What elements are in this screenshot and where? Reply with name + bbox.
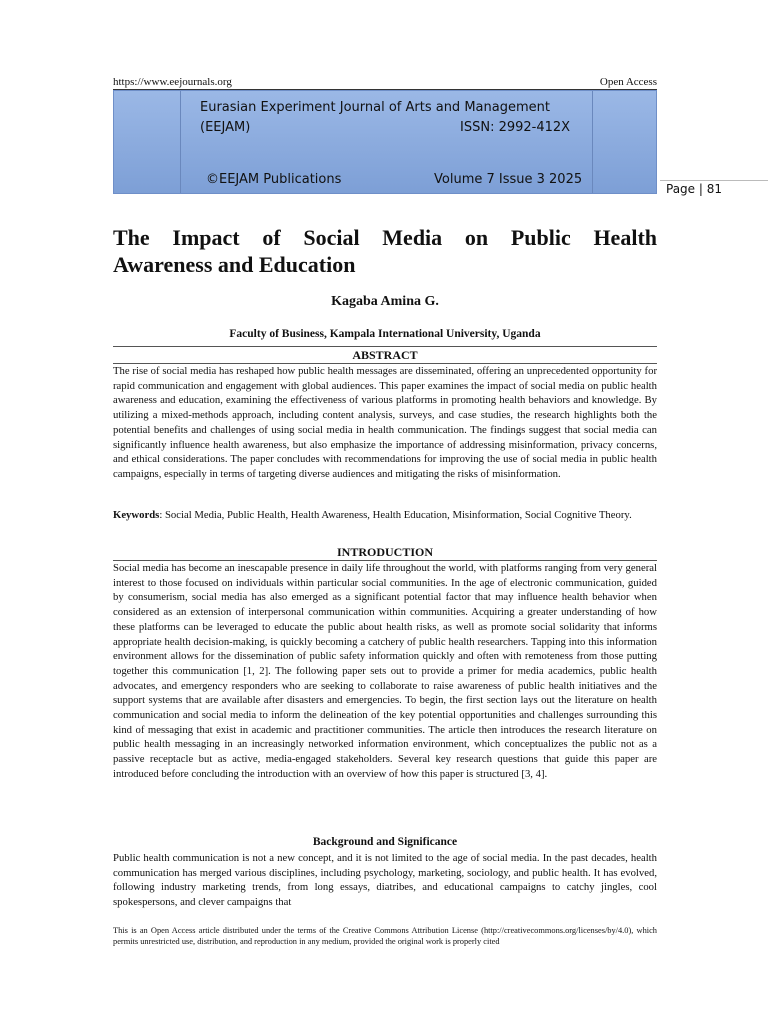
publisher-label: ©EEJAM Publications (206, 172, 342, 187)
introduction-heading: INTRODUCTION (336, 545, 433, 559)
section-rule (113, 346, 657, 347)
background-text: Public health communication is not a new concept, and it is not limited to the age of social media. In the past decades, health communication has merged various disciplines, including psychology, marketing, sociology, and public health. It has evolved, following industry marketing trends, from long essays, diatribes, and educational campaigns to catchy jingles, cool spokespersons, and clever campaigns that (113, 852, 657, 909)
abstract-text: The rise of social media has reshaped how public health messages are disseminated, offering an unprecedented opportunity for rapid communication and engagement with global audiences. This paper examines the impact of social media on public health awareness and education, examining the effectiveness of various platforms in promoting health behaviors and knowledge. By utilizing a mixed-methods approach, including content analysis, surveys, and case studies, the research highlights both the potential benefits and challenges of using social media in health communication. The findings suggest that social media can significantly influence health awareness, but also emphasize the importance of addressing misinformation, privacy concerns, and ethical considerations. The paper concludes with recommendations for improving the use of social media in public health campaigns, especially in terms of targeting diverse audiences and mitigating the risks of misinformation. (113, 365, 657, 480)
banner-divider (592, 91, 593, 193)
journal-banner (113, 90, 657, 194)
keywords-list: : Social Media, Public Health, Health Awareness, Health Education, Misinformation, Social Cognitive Theory. (159, 509, 632, 521)
abstract-heading: ABSTRACT (352, 348, 418, 362)
keywords-label: Keywords (113, 509, 160, 521)
license-footer: This is an Open Access article distributed under the terms of the Creative Commons Attribution License (http://creativecommons.org/licenses/by/4.0), which permits unrestricted use, distribution, and reproduction in any medium, provided the original work is properly cited (113, 926, 657, 947)
page-number: Page | 81 (666, 182, 722, 196)
page-rule (660, 180, 768, 181)
journal-name: Eurasian Experiment Journal of Arts and Management (200, 100, 550, 115)
background-heading: Background and Significance (312, 836, 458, 848)
banner-divider (180, 91, 181, 193)
title-line-1: The Impact of Social Media on Public Health (113, 225, 657, 250)
volume-issue: Volume 7 Issue 3 2025 (434, 172, 583, 187)
journal-abbr: (EEJAM) (200, 120, 251, 135)
journal-url[interactable]: https://www.eejournals.org (113, 76, 232, 88)
open-access-label: Open Access (599, 76, 657, 88)
keywords (113, 508, 657, 523)
title-line-2: Awareness and Education (113, 252, 356, 277)
author-name: Kagaba Amina G. (331, 294, 439, 309)
article-title (113, 224, 657, 278)
running-header (113, 76, 657, 90)
author-affiliation: Faculty of Business, Kampala International University, Uganda (229, 328, 541, 340)
journal-issn: ISSN: 2992-412X (460, 120, 571, 135)
introduction-text: Social media has become an inescapable presence in daily life throughout the world, with platforms ranging from very general interest to those focused on individuals within particular social communities. In the age of electronic communication, guided by consumerism, social media has also emerged as a significant potential factor that may influence health behavior when considered as an extension of interpersonal communication within communities. Acquiring a greater understanding of how these platforms can be leveraged to educate the public about health risks, as well as promote social solidarity that informs appropriate health decision-making, is quickly becoming a catchery of public health researchers. Tapping into this information environment allows for the dissemination of public safety information quickly and often with remoteness from those putting together this communication [1, 2]. The following paper sets out to provide a primer for media academics, public health advocates, and emergency responders who are seeking to collaborate to raise awareness of public health initiatives and the support systems that are available after disasters and emergencies. To begin, the first section lays out the literature on health communication and social media to inform the delineation of the key potential opportunities and challenges surrounding this kind of messaging that exist in academic and practitioner communities. The article then introduces the research literature on public health messaging in an increasingly networked information environment, which conceptualizes the public not as a passive receptacle but as active, media-engaged stakeholders. Several key research questions that guide this paper are introduced before concluding the introduction with an overview of how this paper is structured [3, 4]. (113, 562, 657, 780)
